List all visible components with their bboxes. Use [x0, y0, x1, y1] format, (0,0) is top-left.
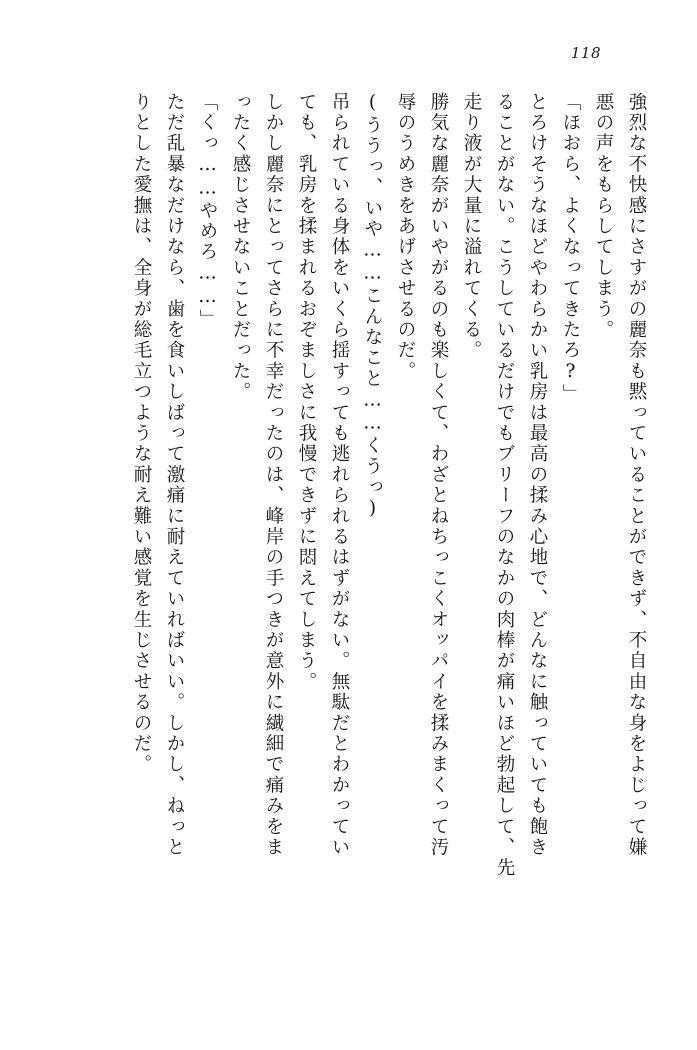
text-column: 強烈な不快感にさすがの麗奈も黙っていることができず、不自由な身をよじって嫌 — [626, 92, 647, 858]
text-column: 吊られている身体をいくら揺すっても逃れられるはずがない。無駄だとわかってい — [329, 92, 350, 858]
text-column: ることがない。こうしているだけでもブリーフのなかの肉棒が痛いほど勃起して、先 — [494, 92, 515, 879]
text-column: しかし麗奈にとってさらに不幸だったのは、峰岸の手つきが意外に繊細で痛みをま — [263, 92, 284, 858]
text-column: ても、乳房を揉まれるおぞましさに我慢できずに悶えてしまう。 — [296, 92, 317, 693]
text-column: 辱のうめきをあげさせるのだ。 — [395, 92, 416, 382]
text-column: 「くっ……やめろ……」 — [197, 92, 218, 330]
text-column: 悪の声をもらしてしまう。 — [593, 92, 614, 341]
text-column: りとした愛撫は、全身が総毛立つような耐え難い感覚を生じさせるのだ。 — [131, 92, 152, 776]
text-column: とろけそうなほどやわらかい乳房は最高の揉み心地で、どんなに触っていても飽き — [527, 92, 548, 858]
page-number: 118 — [570, 44, 601, 62]
text-column: 「ほおら、よくなってきたろ?」 — [560, 92, 581, 405]
text-column: 走り液が大量に溢れてくる。 — [461, 92, 482, 362]
text-column: ったく感じさせないことだった。 — [230, 92, 251, 403]
vertical-text-body — [52, 92, 645, 972]
text-column: (ううっ、いや……こんなこと……くうっ) — [362, 92, 383, 521]
text-column: 勝気な麗奈がいやがるのも楽しくて、わざとねちっこくオッパイを揉みまくって汚 — [428, 92, 449, 858]
text-column: ただ乱暴なだけなら、歯を食いしばって激痛に耐えていればいい。しかし、ねっと — [164, 92, 185, 858]
